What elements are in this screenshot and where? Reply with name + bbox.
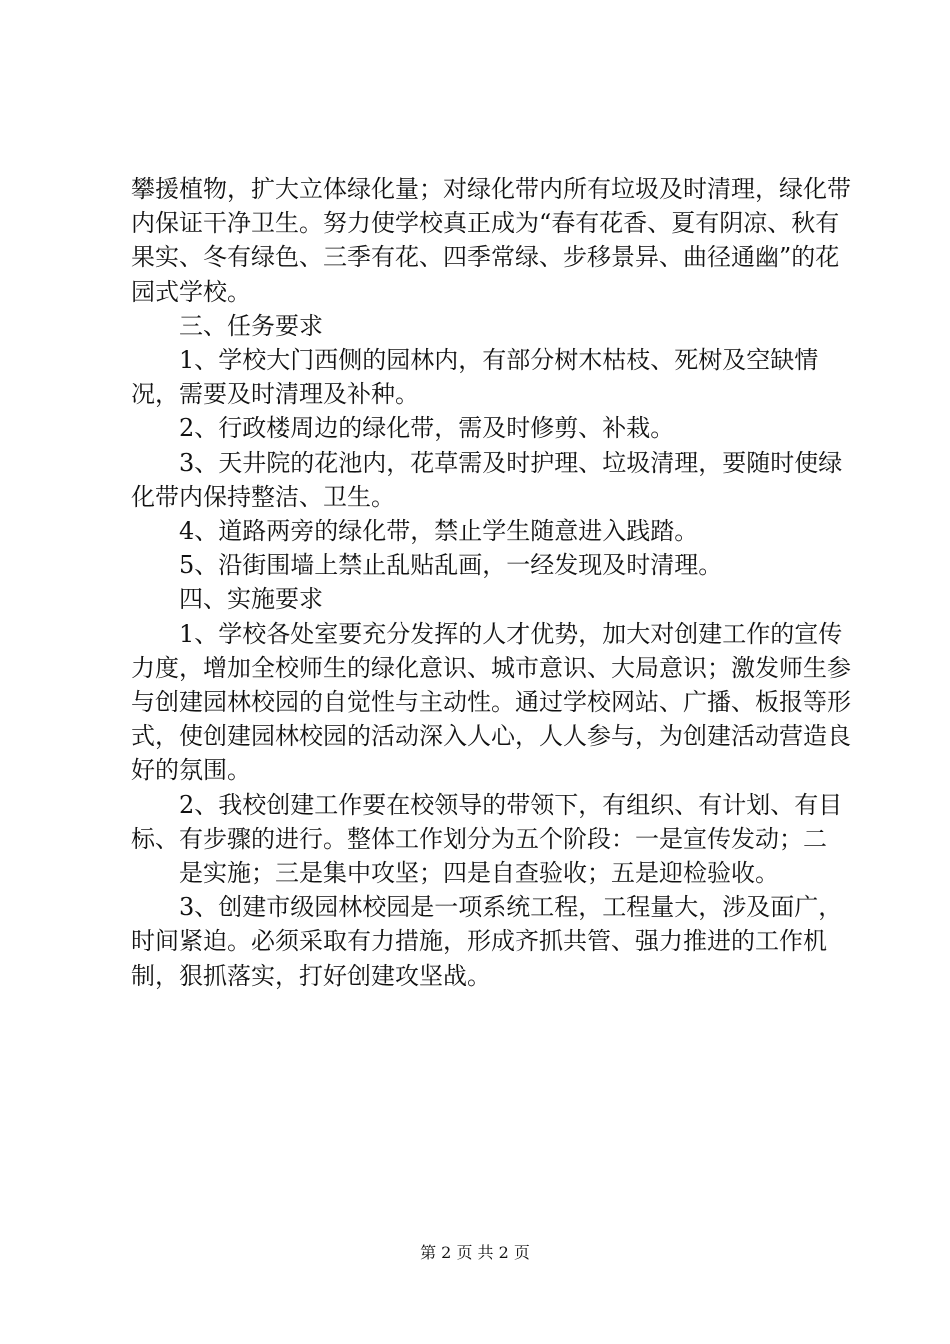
section-heading-implementation-requirements: 四、实施要求 <box>179 585 323 614</box>
document-body <box>131 172 851 993</box>
paragraph-task-5: 5、沿街围墙上禁止乱贴乱画，一经发现及时清理。 <box>179 551 723 580</box>
paragraph-implementation-1: 1、学校各处室要充分发挥的人才优势，加大对创建工作的宣传力度，增加全校师生的绿化意识、城市意识、大局意识；激发师生参与创建园林校园的自觉性与主动性。通过学校网站、广播、板报等形式，使创建园林校园的活动深入人心，人人参与，为创建活动营造良好的氛围。 <box>131 619 851 785</box>
paragraph-task-2: 2、行政楼周边的绿化带，需及时修剪、补栽。 <box>179 414 675 443</box>
paragraph-continuation: 攀援植物，扩大立体绿化量；对绿化带内所有垃圾及时清理，绿化带内保证干净卫生。努力使学校真正成为“春有花香、夏有阴凉、秋有果实、冬有绿色、三季有花、四季常绿、步移景异、曲径通幽”的花园式学校。 <box>131 175 851 306</box>
page-footer: 第 2 页 共 2 页 <box>420 1243 530 1262</box>
paragraph-task-3: 3、天井院的花池内，花草需及时护理、垃圾清理，要随时使绿化带内保持整洁、卫生。 <box>131 448 843 511</box>
paragraph-task-4: 4、道路两旁的绿化带，禁止学生随意进入践踏。 <box>179 517 699 546</box>
paragraph-task-1: 1、学校大门西侧的园林内，有部分树木枯枝、死树及空缺情况，需要及时清理及补种。 <box>131 346 819 409</box>
section-heading-task-requirements: 三、任务要求 <box>179 311 323 340</box>
paragraph-implementation-3: 3、创建市级园林校园是一项系统工程，工程量大，涉及面广，时间紧迫。必须采取有力措施，形成齐抓共管、强力推进的工作机制，狠抓落实，打好创建攻坚战。 <box>131 893 843 990</box>
paragraph-implementation-2-continued: 是实施；三是集中攻坚；四是自查验收；五是迎检验收。 <box>179 859 779 888</box>
paragraph-implementation-2: 2、我校创建工作要在校领导的带领下，有组织、有计划、有目标、有步骤的进行。整体工作划分为五个阶段：一是宣传发动；二 <box>131 790 843 853</box>
